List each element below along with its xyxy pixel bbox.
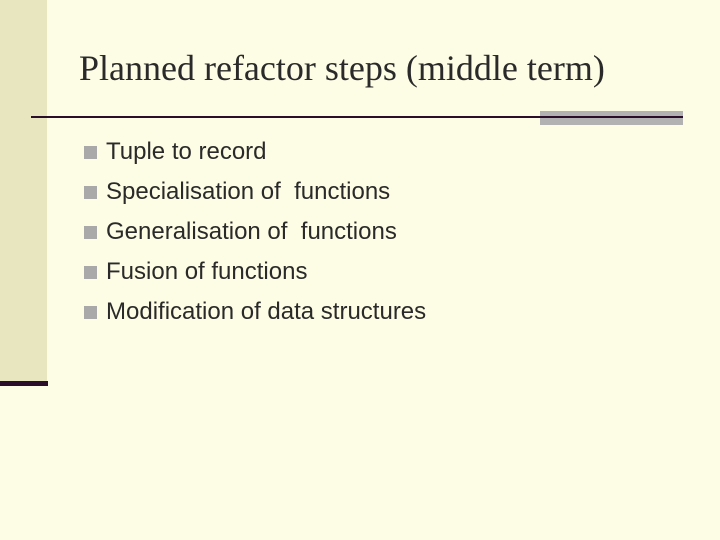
bullet-text: Generalisation of functions xyxy=(106,218,397,245)
slide-title: Planned refactor steps (middle term) xyxy=(79,48,605,88)
square-bullet-icon xyxy=(84,306,97,319)
bullet-text: Fusion of functions xyxy=(106,258,308,285)
list-item xyxy=(84,132,426,172)
list-item xyxy=(84,292,426,332)
title-divider-rule xyxy=(31,116,540,118)
list-item xyxy=(84,172,426,212)
left-decorative-band xyxy=(0,0,47,382)
list-item xyxy=(84,252,426,292)
bullet-text: Specialisation of functions xyxy=(106,178,391,205)
bullet-text: Tuple to record xyxy=(106,138,267,165)
title-rule-accent xyxy=(540,111,683,125)
bullet-text: Modification of data structures xyxy=(106,298,427,325)
title-rule-accent-line xyxy=(540,116,683,118)
square-bullet-icon xyxy=(84,186,97,199)
left-band-rule xyxy=(0,381,48,386)
list-item xyxy=(84,212,426,252)
square-bullet-icon xyxy=(84,146,97,159)
bullet-list xyxy=(84,132,426,332)
square-bullet-icon xyxy=(84,266,97,279)
square-bullet-icon xyxy=(84,226,97,239)
